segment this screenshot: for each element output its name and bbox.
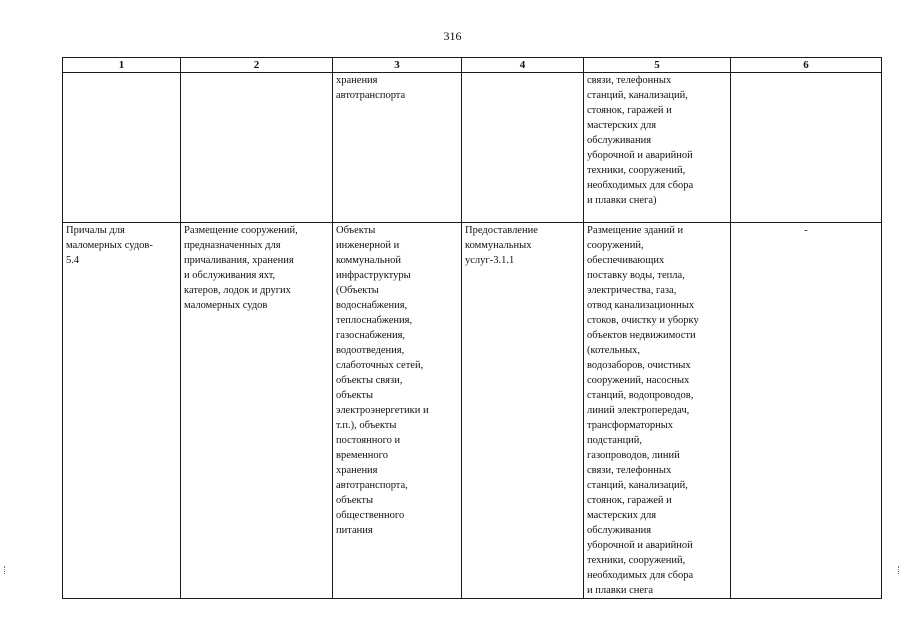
table-cell: Причалы для маломерных судов- 5.4 xyxy=(63,223,181,599)
column-header-6: 6 xyxy=(731,58,882,73)
table-row xyxy=(63,73,882,223)
column-header-2: 2 xyxy=(181,58,333,73)
table-cell: Размещение сооружений, предназначенных для причаливания, хранения и обслуживания яхт, катеров, лодок и других маломерных судов xyxy=(181,223,333,599)
table-cell xyxy=(63,73,181,223)
column-header-3: 3 xyxy=(333,58,462,73)
table-cell: Размещение зданий и сооружений, обеспечивающих поставку воды, тепла, электричества, газа, отвод канализационных стоков, очистку и уборку объектов недвижимости (котельных, водозаборов, очистных сооружений, насосных станций, водопроводов, линий электропередач, трансформаторных подстанций, газопроводов, линий связи, телефонных станций, канализаций, стоянок, гаражей и мастерских для обслуживания уборочной и аварийной техники, сооружений, необходимых для сбора и плавки снега xyxy=(584,223,731,599)
table-cell xyxy=(731,73,882,223)
table-cell: Предоставление коммунальных услуг-3.1.1 xyxy=(462,223,584,599)
header-row xyxy=(63,58,882,73)
column-header-5: 5 xyxy=(584,58,731,73)
column-header-4: 4 xyxy=(462,58,584,73)
table-cell: - xyxy=(731,223,882,599)
table-cell: хранения автотранспорта xyxy=(333,73,462,223)
table-cell xyxy=(462,73,584,223)
table-cell: Объекты инженерной и коммунальной инфраструктуры (Объекты водоснабжения, теплоснабжения, газоснабжения, водоотведения, слаботочных сетей, объекты связи, объекты электроэнергетики и т.п.), объекты постоянного и временного хранения автотранспорта, объекты общественного питания xyxy=(333,223,462,599)
page-number: 316 xyxy=(443,29,462,43)
scan-edge-mark xyxy=(898,566,901,574)
table-row xyxy=(63,223,882,599)
table-cell xyxy=(181,73,333,223)
column-header-1: 1 xyxy=(63,58,181,73)
document-table xyxy=(62,57,882,599)
table-cell: связи, телефонных станций, канализаций, стоянок, гаражей и мастерских для обслуживания уборочной и аварийной техники, сооружений, необходимых для сбора и плавки снега) xyxy=(584,73,731,223)
scan-edge-mark xyxy=(4,566,7,574)
